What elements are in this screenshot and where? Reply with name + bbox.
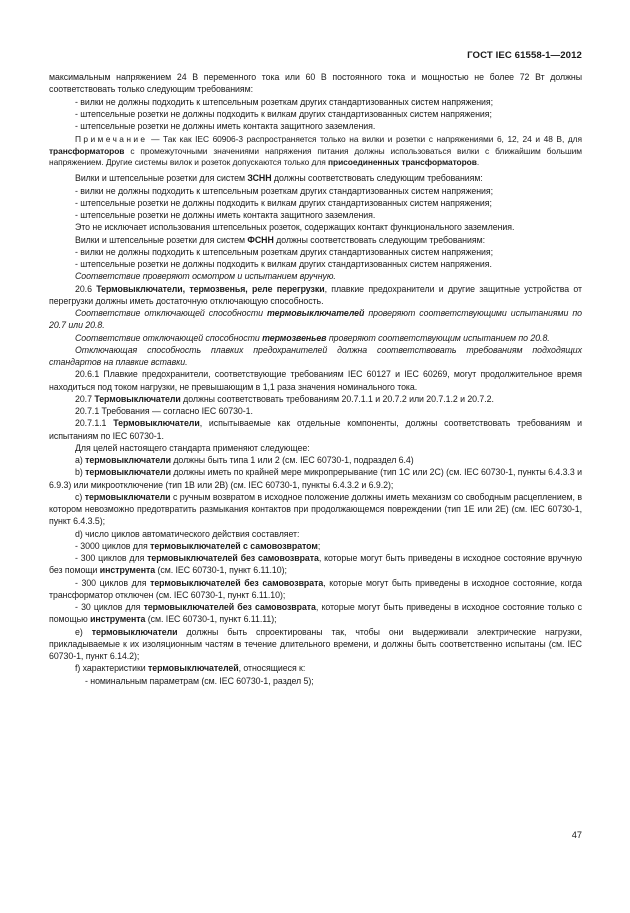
section-20-7-1-1: 20.7.1.1 Термовыключатели, испытываемые как отдельные компоненты, должны соответствовать требованиям и испытаниям по IEC 60730-1. — [49, 418, 582, 441]
list-item: - 3000 циклов для термовыключателей с самовозвратом; — [75, 540, 321, 551]
compliance-statement: Соответствие отключающей способности термозвеньев проверяют соответствующим испытанием по 20.8. — [75, 332, 550, 343]
list-item: - штепсельные розетки не должны иметь контакта защитного заземления. — [75, 210, 376, 221]
list-item: - штепсельные розетки не должны подходить к вилкам других стандартизованных систем напряжения; — [75, 197, 492, 208]
note: Примечание — Так как IEC 60906-3 распространяется только на вилки и розетки с напряжениями 6, 12, 24 и 48 В, для трансформаторов с промежуточными значениями напряжения питания должны использоваться вилки с ближайшим большим напряжением. Другие системы вилок и розеток допускаются только для присоединенных трансформаторов. — [49, 134, 582, 168]
list-item: - вилки не должны подходить к штепсельным розеткам других стандартизованных систем напряжения; — [75, 185, 494, 196]
paragraph: Это не исключает использования штепсельных розеток, содержащих контакт функционального заземления. — [75, 222, 515, 233]
page-number: 47 — [571, 830, 582, 840]
section-20-7-1: 20.7.1 Требования — согласно IEC 60730-1. — [75, 406, 253, 417]
list-item-f: f) характеристики термовыключателей, относящиеся к: — [75, 663, 306, 674]
paragraph: Вилки и штепсельные розетки для систем ФСНН должны соответствовать следующим требованиям: — [75, 234, 485, 245]
list-item-c: c) термовыключатели с ручным возвратом в исходное положение должны иметь механизм со свободным расцеплением, в котором невозможно предотвратить размыкания контактов при продолжающемся повреждении (тип 1E или 2E) (см. IEC 60730-1, пункт 6.4.3.5); — [49, 491, 583, 527]
list-item: - штепсельные розетки не должны подходить к вилкам других стандартизованных систем напряжения. — [75, 259, 492, 270]
section-20-7: 20.7 Термовыключатели должны соответствовать требованиям 20.7.1.1 и 20.7.2 или 20.7.1.2 и 20.7.2. — [75, 393, 494, 404]
standard-header: ГОСТ IEC 61558-1—2012 — [467, 50, 582, 61]
section-20-6-1: 20.6.1 Плавкие предохранители, соответствующие требованиям IEC 60127 и IEC 60269, могут продолжительное время находиться под током нагрузки, не превышающим в 1,1 раза значения номинального тока. — [49, 369, 582, 392]
list-item: - вилки не должны подходить к штепсельным розеткам других стандартизованных систем напряжения; — [75, 246, 494, 257]
document-body — [49, 71, 582, 687]
list-item: - штепсельные розетки не должны подходить к вилкам других стандартизованных систем напряжения; — [75, 108, 492, 119]
paragraph: Вилки и штепсельные розетки для систем ЗСНН должны соответствовать следующим требованиям: — [75, 173, 483, 184]
paragraph: максимальным напряжением 24 В переменного тока или 60 В постоянного тока и мощностью не более 72 Вт должны соответствовать только следующим требованиям: — [49, 72, 582, 95]
section-20-6: 20.6 Термовыключатели, термозвенья, реле перегрузки, плавкие предохранители и другие защитные устройства от перегрузки должны иметь достаточную отключающую способность. — [49, 283, 582, 306]
list-item: - штепсельные розетки не должны иметь контакта защитного заземления. — [75, 121, 376, 131]
list-item: - 300 циклов для термовыключателей без самовозврата, которые могут быть приведены в исходное состояние, когда трансформатор отключен (см. IEC 60730-1, пункт 6.11.10); — [49, 577, 582, 600]
list-item-d: d) число циклов автоматического действия составляет: — [75, 528, 300, 539]
note-label: Примечание — [75, 134, 148, 145]
list-item: - 30 циклов для термовыключателей без самовозврата, которые могут быть приведены в исходное состояние только с помощью инструмента (см. IEC 60730-1, пункт 6.11.11); — [49, 602, 582, 625]
list-item-a: a) термовыключатели должны быть типа 1 или 2 (см. IEC 60730-1, подраздел 6.4) — [75, 455, 414, 466]
paragraph: Для целей настоящего стандарта применяют следующее: — [75, 442, 310, 453]
list-item-b: b) термовыключатели должны иметь по крайней мере микропрерывание (тип 1C или 2C) (см. IEC 60730-1, пункты 6.4.3.3 и 6.9.3) или микроотключение (тип 1B или 2B) (см. IEC 60730-1, пункты 6.4.3.2 и 6.9.2); — [49, 467, 582, 490]
list-item: - номинальным параметрам (см. IEC 60730-1, раздел 5); — [85, 675, 314, 686]
list-item: - вилки не должны подходить к штепсельным розеткам других стандартизованных систем напряжения; — [75, 96, 494, 107]
compliance-statement: Соответствие проверяют осмотром и испытанием вручную. — [75, 271, 336, 282]
list-item-e: e) термовыключатели должны быть спроектированы так, чтобы они выдерживали электрические нагрузки, прикладываемые к их изоляционным частям в течение длительного времени, и должны быть соответственно испытаны (см. IEC 60730-1, пункт 6.14.2); — [49, 626, 582, 662]
compliance-statement: Отключающая способность плавких предохранителей должна соответствовать требованиям подходящих стандартов на плавкие вставки. — [49, 344, 582, 368]
list-item: - 300 циклов для термовыключателей без самовозврата, которые могут быть приведены в исходное состояние вручную без помощи инструмента (см. IEC 60730-1, пункт 6.11.10); — [49, 553, 582, 576]
compliance-statement: Соответствие отключающей способности термовыключателей проверяют соответствующими испытаниями по 20.7 или 20.8. — [49, 308, 582, 331]
